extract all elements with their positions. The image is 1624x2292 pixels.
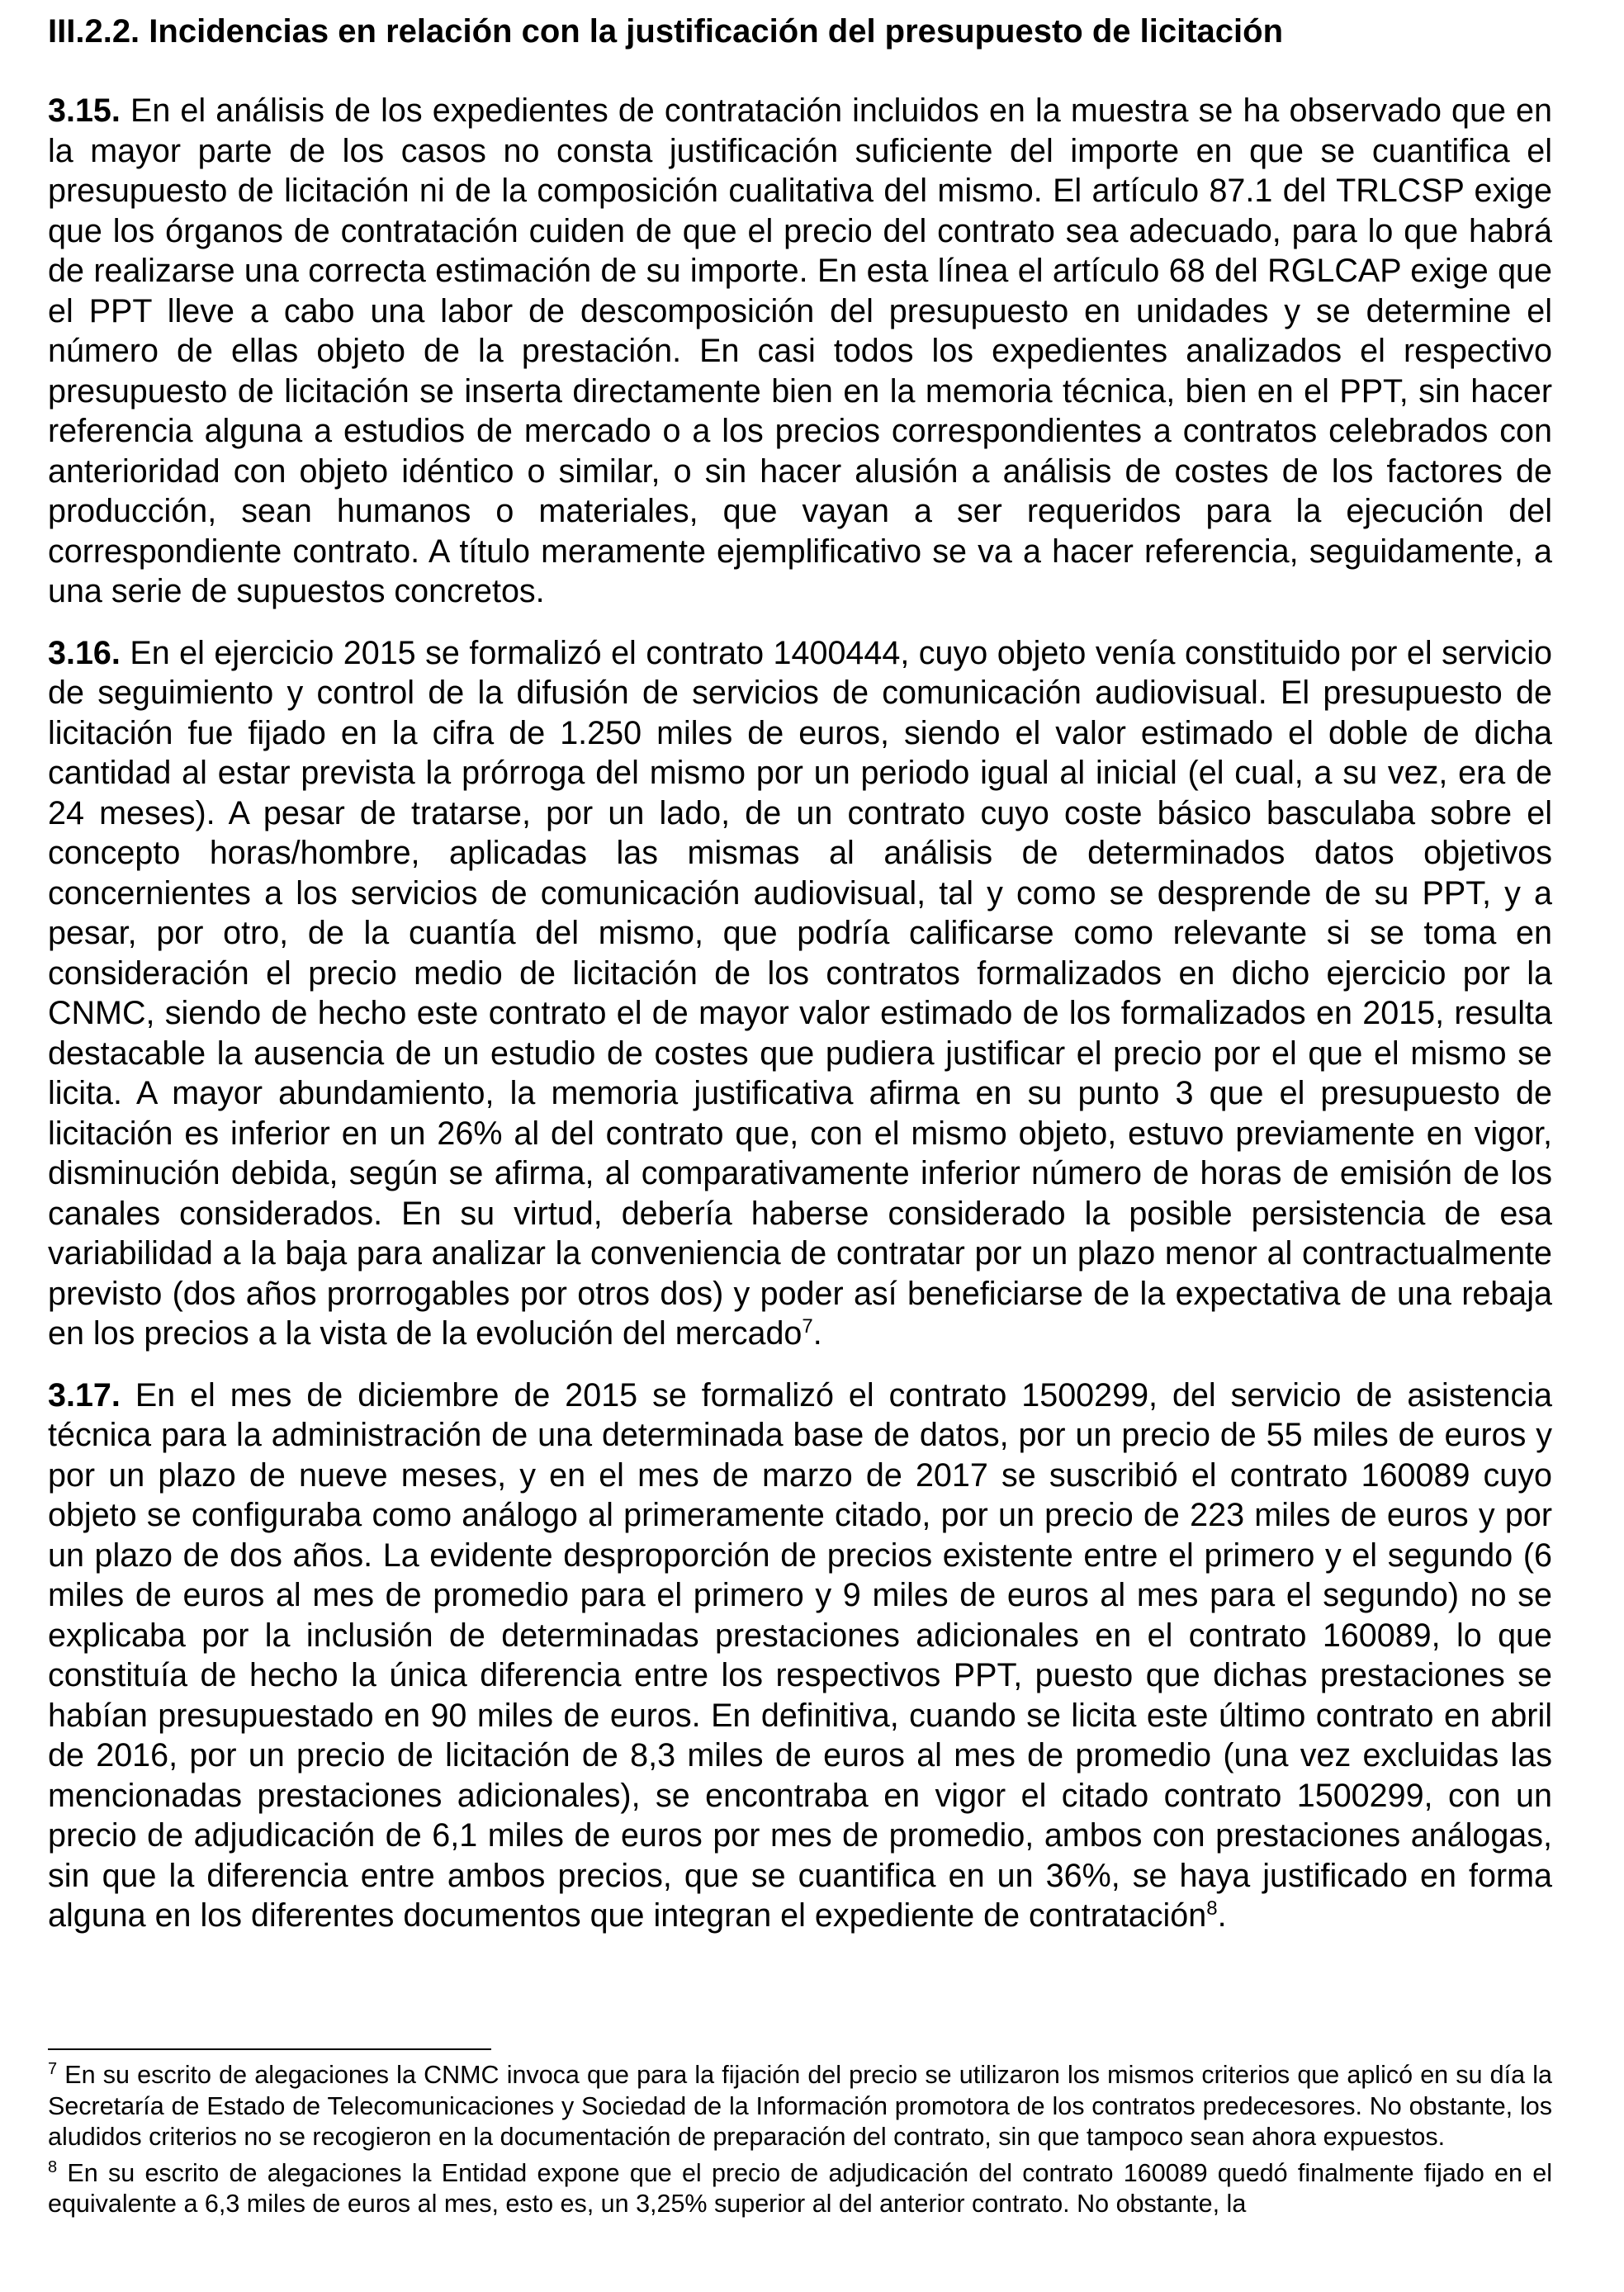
footnote-mark: 7 xyxy=(48,2059,58,2078)
footnote-7 xyxy=(48,2060,1552,2153)
paragraph-tail: . xyxy=(812,1315,822,1352)
paragraph-text: En el mes de diciembre de 2015 se formalizó el contrato 1500299, del servicio de asistencia técnica para la administración de una determinada base de datos, por un precio de 55 miles de euros y por un plazo de nueve meses, y en el mes de marzo de 2017 se suscribió el contrato 160089 cuyo objeto se configuraba como análogo al primeramente citado, por un precio de 223 miles de euros y por un plazo de dos años. La evidente desproporción de precios existente entre el primero y el segundo (6 miles de euros al mes de promedio para el primero y 9 miles de euros al mes para el segundo) no se explicaba por la inclusión de determinadas prestaciones adicionales en el contrato 160089, lo que constituía de hecho la única diferencia entre los respectivos PPT, puesto que dichas prestaciones se habían presupuestado en 90 miles de euros. En definitiva, cuando se licita este último contrato en abril de 2016, por un precio de licitación de 8,3 miles de euros al mes de promedio (una vez excluidas las mencionadas prestaciones adicionales), se encontraba en vigor el citado contrato 1500299, con un precio de adjudicación de 6,1 miles de euros por mes de promedio, ambos con prestaciones análogas, sin que la diferencia entre ambos precios, que se cuantifica en un 36%, se haya justificado en forma alguna en los diferentes documentos que integran el expediente de contratación xyxy=(48,1376,1552,1934)
paragraph-3-16 xyxy=(48,633,1552,1354)
paragraph-number: 3.16. xyxy=(48,634,121,671)
footnotes xyxy=(48,2060,1552,2225)
document-body xyxy=(48,10,1552,1958)
paragraph-3-15 xyxy=(48,91,1552,612)
footnote-separator xyxy=(48,2048,491,2050)
paragraph-number: 3.17. xyxy=(48,1376,121,1414)
footnote-reference-8[interactable]: 8 xyxy=(1206,1897,1218,1920)
footnote-reference-7[interactable]: 7 xyxy=(802,1314,813,1338)
footnote-mark: 8 xyxy=(48,2157,58,2176)
paragraph-number: 3.15. xyxy=(48,92,121,129)
paragraph-text: En el análisis de los expedientes de contratación incluidos en la muestra se ha observado que en la mayor parte de los casos no consta justificación suficiente del importe en que se cuantifica el presupuesto de licitación ni de la composición cualitativa del mismo. El artículo 87.1 del TRLCSP exige que los órganos de contratación cuiden de que el precio del contrato sea adecuado, para lo que habrá de realizarse una correcta estimación de su importe. En esta línea el artículo 68 del RGLCAP exige que el PPT lleve a cabo una labor de descomposición del presupuesto en unidades y se determine el número de ellas objeto de la prestación. En casi todos los expedientes analizados el respectivo presupuesto de licitación se inserta directamente bien en la memoria técnica, bien en el PPT, sin hacer referencia alguna a estudios de mercado o a los precios correspondientes a contratos celebrados con anterioridad con objeto idéntico o similar, o sin hacer alusión a análisis de costes de los factores de producción, sean humanos o materiales, que vayan a ser requeridos para la ejecución del correspondiente contrato. A título meramente ejemplificativo se va a hacer referencia, seguidamente, a una serie de supuestos concretos. xyxy=(48,92,1552,609)
footnote-8 xyxy=(48,2158,1552,2220)
paragraph-tail: . xyxy=(1217,1897,1227,1934)
paragraph-3-17 xyxy=(48,1376,1552,1936)
section-heading: III.2.2. Incidencias en relación con la justificación del presupuesto de licitación xyxy=(48,13,1283,50)
footnote-text: En su escrito de alegaciones la CNMC invoca que para la fijación del precio se utilizaron los mismos criterios que aplicó en su día la Secretaría de Estado de Telecomunicaciones y Sociedad de la Información promotora de los contratos predecesores. No obstante, los aludidos criterios no se recogieron en la documentación de preparación del contrato, sin que tampoco sean ahora expuestos. xyxy=(48,2061,1552,2151)
footnote-text: En su escrito de alegaciones la Entidad expone que el precio de adjudicación del contrato 160089 quedó finalmente fijado en el equivalente a 6,3 miles de euros al mes, esto es, un 3,25% superior al del anterior contrato. No obstante, la xyxy=(48,2158,1552,2218)
paragraph-text: En el ejercicio 2015 se formalizó el contrato 1400444, cuyo objeto venía constituido por el servicio de seguimiento y control de la difusión de servicios de comunicación audiovisual. El presupuesto de licitación fue fijado en la cifra de 1.250 miles de euros, siendo el valor estimado el doble de dicha cantidad al estar prevista la prórroga del mismo por un periodo igual al inicial (el cual, a su vez, era de 24 meses). A pesar de tratarse, por un lado, de un contrato cuyo coste básico basculaba sobre el concepto horas/hombre, aplicadas las mismas al análisis de determinados datos objetivos concernientes a los servicios de comunicación audiovisual, tal y como se desprende de su PPT, y a pesar, por otro, de la cuantía del mismo, que podría calificarse como relevante si se toma en consideración el precio medio de licitación de los contratos formalizados en dicho ejercicio por la CNMC, siendo de hecho este contrato el de mayor valor estimado de los formalizados en 2015, resulta destacable la ausencia de un estudio de costes que pudiera justificar el precio por el que el mismo se licita. A mayor abundamiento, la memoria justificativa afirma en su punto 3 que el presupuesto de licitación es inferior en un 26% al del contrato que, con el mismo objeto, estuvo previamente en vigor, disminución debida, según se afirma, al comparativamente inferior número de horas de emisión de los canales considerados. En su virtud, debería haberse considerado la posible persistencia de esa variabilidad a la baja para analizar la conveniencia de contratar por un plazo menor al contractualmente previsto (dos años prorrogables por otros dos) y poder así beneficiarse de la expectativa de una rebaja en los precios a la vista de la evolución del mercado xyxy=(48,634,1552,1352)
